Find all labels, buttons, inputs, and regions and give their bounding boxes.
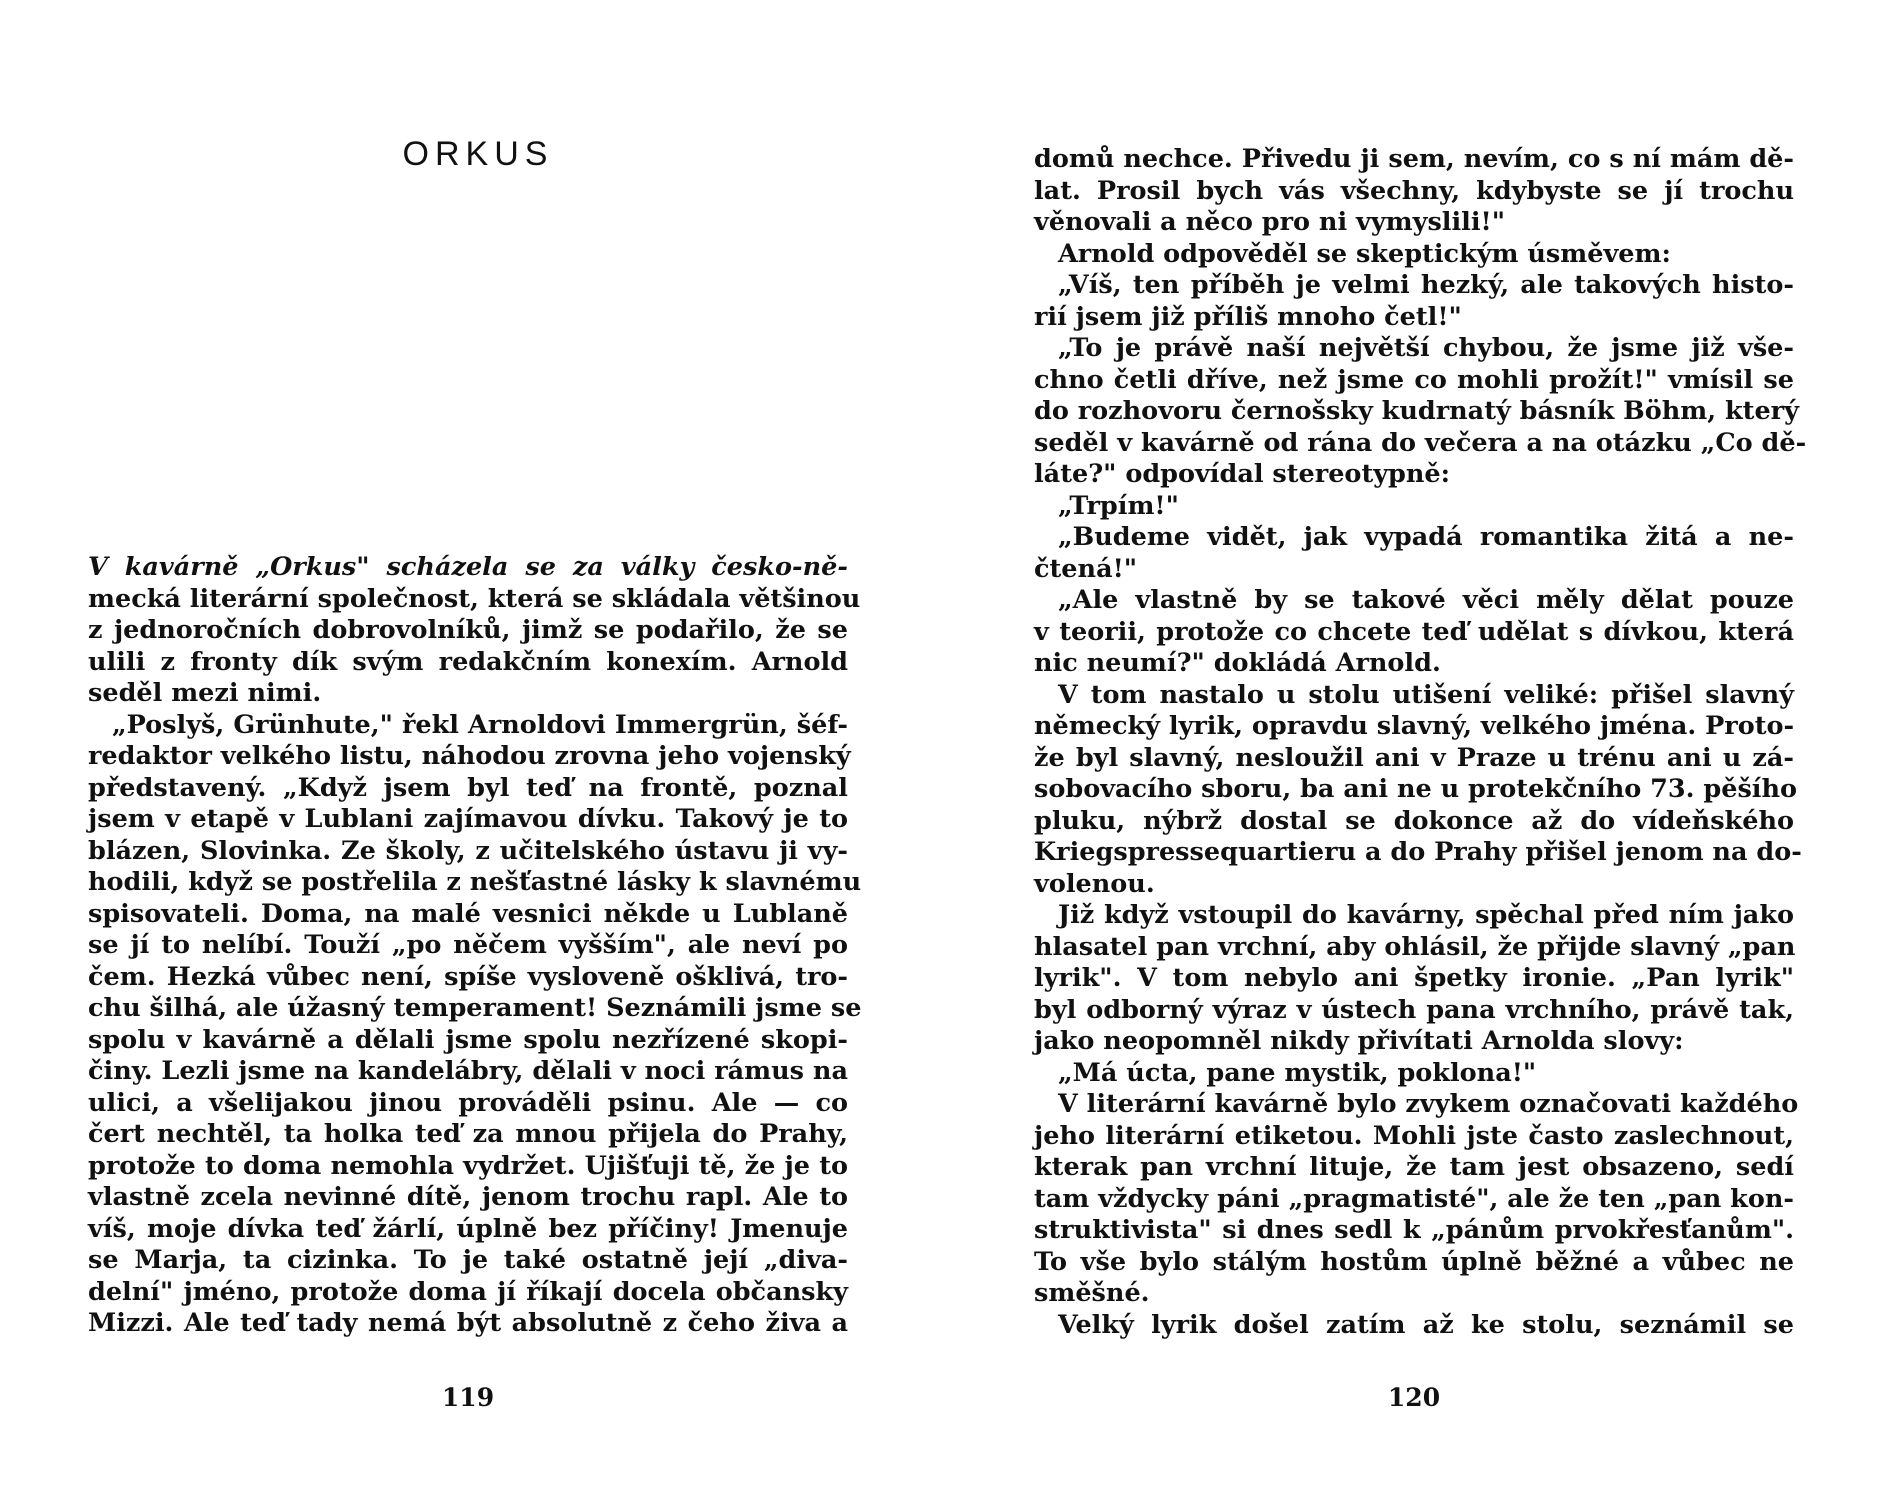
text-line: blázen, Slovinka. Ze školy, z učitelského ústavu ji vy- (88, 835, 848, 866)
page-number: 120 (1387, 1383, 1441, 1412)
text-line: v teorii, protože co chcete teď udělat s dívkou, která (1034, 616, 1794, 647)
text-line: jeho literární etiketou. Mohli jste často zaslechnout, (1034, 1120, 1794, 1151)
text-line: „Víš, ten příběh je velmi hezký, ale takových histo- (1058, 270, 1794, 300)
text-line: pluku, nýbrž dostal se dokonce až do vídeňského (1034, 805, 1794, 836)
text-line: V tom nastalo u stolu utišení veliké: přišel slavný (1058, 679, 1794, 710)
text-line: tam vždycky páni „pragmatisté", ale že ten „pan kon- (1034, 1183, 1794, 1214)
text-line: lat. Prosil bych vás všechny, kdybyste se jí trochu (1034, 175, 1794, 206)
right-page-text (1034, 144, 1807, 1341)
text-line: byl odborný výraz v ústech pana vrchního, právě tak, (1034, 994, 1794, 1025)
text-line: vlastně zcela nevinné dítě, jenom trochu rapl. Ale to (88, 1182, 848, 1212)
text-line: hlasatel pan vrchní, aby ohlásil, že přijde slavný „pan (1034, 931, 1796, 962)
text-line: směšné. (1034, 1278, 1150, 1308)
text-line: věnovali a něco pro ni vymyslili!" (1034, 207, 1506, 237)
text-line: „Trpím!" (1058, 490, 1179, 521)
text-line: představený. „Když jsem byl teď na frontě, poznal (88, 772, 848, 803)
text-line: Mizzi. Ale teď tady nemá být absolutně z čeho živa a (88, 1308, 848, 1338)
text-line: delní" jméno, protože doma jí říkají docela občansky (88, 1276, 848, 1307)
text-line: lyrik". V tom nebylo ani špetky ironie. „Pan lyrik" (1034, 963, 1794, 993)
right-page (1034, 0, 1807, 1500)
text-line: že byl slavný, nesloužil ani v Praze u trénu ani u zá- (1034, 742, 1794, 773)
text-line: spisovateli. Doma, na malé vesnici někde u Lublaně (88, 898, 848, 929)
text-line: „Poslyš, Grünhute," řekl Arnoldovi Immergrün, šéf- (112, 709, 848, 740)
text-line: „Má úcta, pane mystik, poklona!" (1058, 1057, 1537, 1088)
text-line: se Marja, ta cizinka. To je také ostatně její „diva- (88, 1245, 848, 1275)
text-line: čem. Hezká vůbec není, spíše vysloveně ošklivá, tro- (88, 961, 848, 992)
text-line: Arnold odpověděl se skeptickým úsměvem: (1058, 238, 1671, 269)
text-line: redaktor velkého listu, náhodou zrovna jeho vojenský (88, 741, 851, 771)
text-line: ulili z fronty dík svým redakčním konexím. Arnold (88, 646, 848, 677)
text-line: do rozhovoru černošsky kudrnatý básník Böhm, který (1034, 396, 1799, 426)
text-line: víš, moje dívka teď žárlí, úplně bez příčiny! Jmenuje (88, 1213, 848, 1244)
text-line: činy. Lezli jsme na kandelábry, dělali v noci rámus na (88, 1056, 848, 1086)
text-line: seděl v kavárně od rána do večera a na otázku „Co dě- (1034, 427, 1807, 458)
text-line: jako neopomněl nikdy přivítati Arnolda slovy: (1034, 1026, 1684, 1056)
text-line: V kavárně „Orkus" scházela se za války česko-ně- (88, 552, 848, 582)
text-line: kterak pan vrchní lituje, že tam jest obsazeno, sedí (1034, 1152, 1794, 1182)
text-line: hodili, když se postřelila z nešťastné lásky k slavnému (88, 867, 862, 897)
text-line: ulici, a všelijakou jinou prováděli psinu. Ale — co (88, 1087, 848, 1118)
text-line: V literární kavárně bylo zvykem označovati každého (1058, 1089, 1799, 1119)
text-line: domů nechce. Přivedu ji sem, nevím, co s ní mám dě- (1034, 144, 1794, 174)
text-line: volenou. (1034, 868, 1155, 899)
text-line: „Budeme vidět, jak vypadá romantika žitá a ne- (1058, 522, 1794, 552)
text-line: struktivista" si dnes sedl k „pánům prvokřesťanům". (1034, 1215, 1794, 1245)
text-line: sobovacího sboru, ba ani ne u protekčního 73. pěšího (1034, 774, 1798, 804)
text-line: láte?" odpovídal stereotypně: (1034, 459, 1451, 489)
text-line: jsem v etapě v Lublani zajímavou dívku. Takový je to (88, 804, 848, 834)
text-line: chu šilhá, ale úžasný temperament! Seznámili jsme se (88, 993, 862, 1023)
text-line: německý lyrik, opravdu slavný, velkého jména. Proto- (1034, 711, 1795, 741)
text-line: čert nechtěl, ta holka teď za mnou přijela do Prahy, (88, 1119, 848, 1149)
text-line: seděl mezi nimi. (88, 678, 322, 708)
left-page-text (88, 552, 862, 1340)
text-line: Již když vstoupil do kavárny, spěchal před ním jako (1058, 900, 1794, 930)
text-line: Velký lyrik došel zatím až ke stolu, seznámil se (1058, 1309, 1794, 1340)
chapter-title: ORKUS (402, 135, 554, 173)
text-line: To vše bylo stálým hostům úplně běžné a vůbec ne (1034, 1246, 1794, 1277)
text-line: chno četli dříve, než jsme co mohli prožít!" vmísil se (1034, 364, 1794, 395)
text-line: se jí to nelíbí. Touží „po něčem vyšším", ale neví po (88, 930, 848, 960)
text-line: z jednoročních dobrovolníků, jimž se podařilo, že se (88, 615, 848, 645)
text-line: protože to doma nemohla vydržet. Ujišťuji tě, že je to (88, 1150, 848, 1181)
text-line: čtená!" (1034, 553, 1138, 584)
page-number: 119 (441, 1383, 495, 1412)
left-page (88, 0, 862, 1500)
text-line: „To je právě naší největší chybou, že jsme již vše- (1058, 333, 1794, 363)
text-line: „Ale vlastně by se takové věci měly dělat pouze (1058, 585, 1794, 615)
text-line: rií jsem již příliš mnoho četl!" (1034, 301, 1462, 332)
text-line: Kriegspressequartieru a do Prahy přišel jenom na do- (1034, 837, 1802, 867)
text-line: spolu v kavárně a dělali jsme spolu nezřízené skopi- (88, 1024, 848, 1055)
text-line: mecká literární společnost, která se skládala většinou (88, 583, 861, 614)
text-line: nic neumí?" dokládá Arnold. (1034, 648, 1441, 678)
